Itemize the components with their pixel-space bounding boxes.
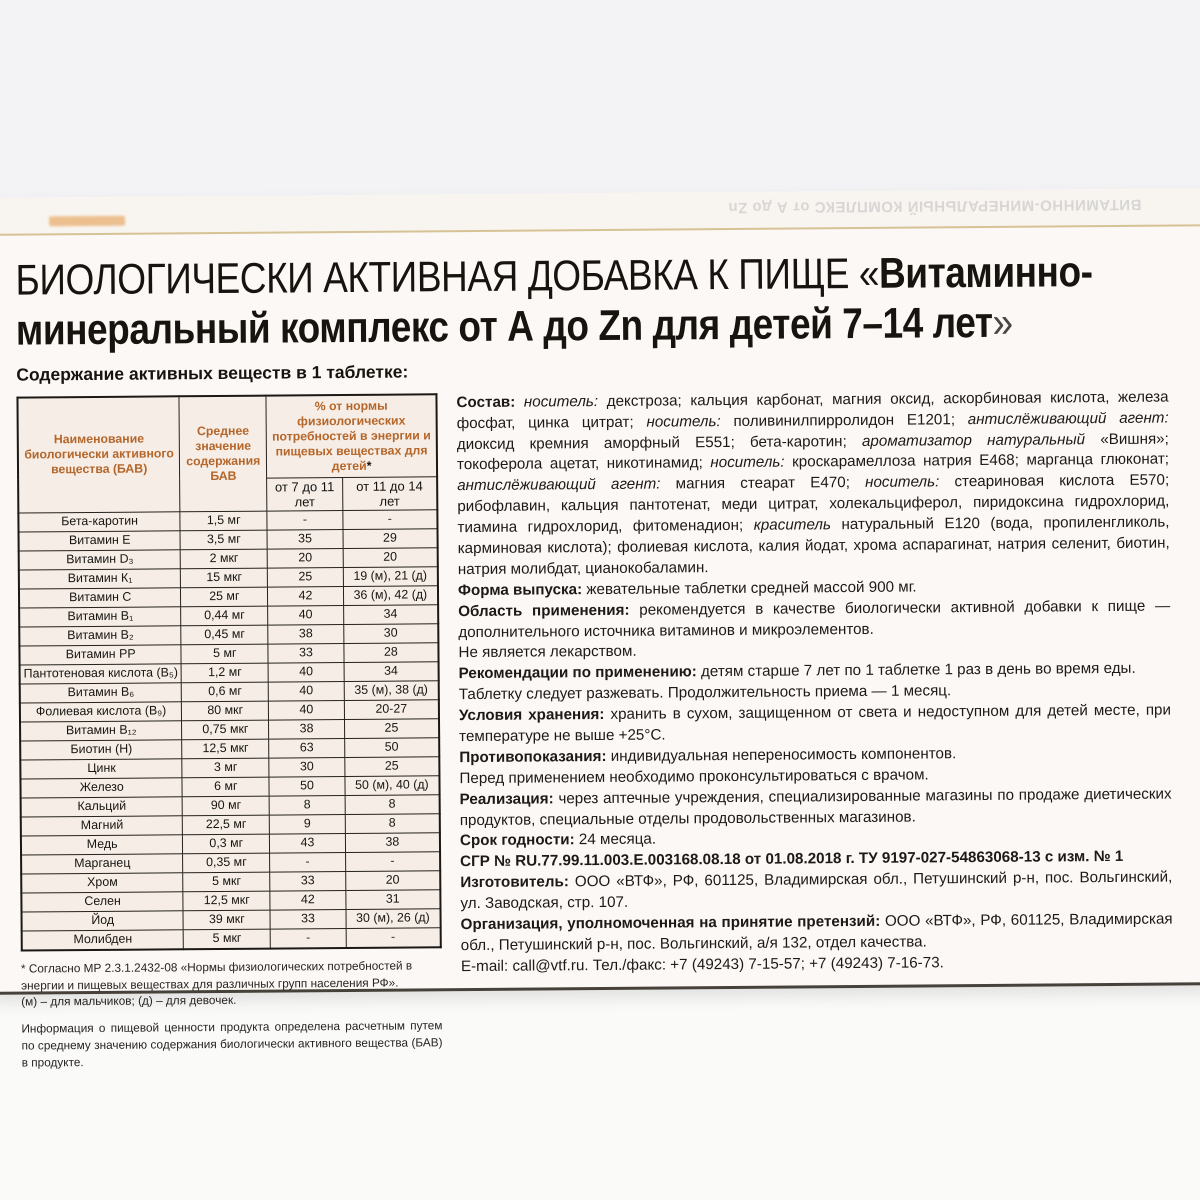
pct-age-7-11: 38 bbox=[268, 624, 344, 644]
left-column bbox=[16, 393, 442, 1071]
title-prefix: БИОЛОГИЧЕСКИ АКТИВНАЯ ДОБАВКА К ПИЩЕ « bbox=[15, 249, 880, 305]
info-text-segment: Таблетку следует разжевать. Продолжительность приема — 1 месяц. bbox=[458, 682, 952, 704]
info-text-segment: рекомендуется в качестве биологически активной добавки к пище — дополнительного источника витаминов и микроэлементов. bbox=[458, 597, 1171, 641]
header-asterisk: * bbox=[366, 458, 372, 473]
substance-name: Йод bbox=[21, 911, 183, 931]
info-paragraph bbox=[460, 868, 1172, 915]
info-paragraph bbox=[459, 701, 1171, 748]
product-box bbox=[0, 188, 1200, 1070]
substance-name: Железо bbox=[20, 778, 182, 798]
info-text-segment: СГР № RU.77.99.11.003.Е.003168.08.18 от 01.08.2018 г. ТУ 9197-027-54863068-13 с изм. № 1 bbox=[460, 848, 1124, 871]
avg-content-value: 0,44 мг bbox=[181, 606, 268, 626]
avg-content-value: 12,5 мкг bbox=[183, 891, 270, 911]
title-close-quote: » bbox=[992, 298, 1013, 347]
info-text-segment: носитель: bbox=[710, 453, 785, 472]
footnote: (м) – для мальчиков; (д) – для девочек. bbox=[21, 993, 237, 1009]
substance-name: Магний bbox=[21, 816, 183, 836]
pct-age-7-11: - bbox=[267, 510, 343, 530]
avg-content-value: 5 мкг bbox=[183, 872, 270, 892]
pct-age-7-11: 42 bbox=[268, 586, 344, 606]
substance-name: Витамин В₁₂ bbox=[20, 721, 182, 741]
product-title bbox=[15, 248, 1165, 357]
substance-name: Селен bbox=[21, 892, 183, 912]
avg-content-value: 25 мг bbox=[181, 587, 268, 607]
avg-content-value: 0,3 мг bbox=[183, 834, 270, 854]
avg-content-value: 1,5 мг bbox=[180, 511, 267, 531]
pct-age-7-11: - bbox=[270, 928, 346, 948]
avg-content-value: 0,35 мг bbox=[183, 853, 270, 873]
pct-age-11-14: 25 bbox=[344, 757, 439, 777]
info-text-segment: детям старше 7 лет по 1 таблетке 1 раз в день во время еды. bbox=[700, 660, 1136, 681]
footnotes bbox=[21, 957, 443, 1071]
pct-age-11-14: 30 bbox=[343, 624, 438, 644]
avg-content-value: 0,6 мг bbox=[182, 682, 269, 702]
pct-age-11-14: - bbox=[346, 928, 441, 948]
substance-name: Витамин РР bbox=[19, 645, 181, 665]
info-text-segment: Область применения: bbox=[458, 601, 640, 620]
substance-name: Витамин D₃ bbox=[19, 550, 181, 570]
info-text-segment: стеариновая кислота Е570; рибофлавин, кальция пантотенат, меди цитрат, холекальциферол, пиридоксина гидрохлорид, тиамина гидрохлорид, фитоменадион; bbox=[457, 471, 1170, 537]
info-text-segment: Условия хранения: bbox=[458, 706, 611, 725]
info-text-segment: натуральный Е120 (вода, пропиленгликоль, карминовая кислота); фолиевая кислота, калия йодат, хрома аспарагинат, натрия селенит, биотин, натрия молибдат, цианокобаламин. bbox=[457, 513, 1170, 578]
footnote: * Согласно МР 2.3.1.2432-08 «Нормы физиологических потребностей в энергии и пищевых веществах для различных групп населения РФ». bbox=[20, 958, 413, 993]
info-text-segment: Состав: bbox=[456, 393, 524, 411]
avg-content-value: 3 мг bbox=[182, 758, 269, 778]
pct-age-7-11: 30 bbox=[269, 757, 345, 777]
pct-age-7-11: 63 bbox=[269, 738, 345, 758]
pct-age-11-14: 34 bbox=[343, 605, 438, 625]
avg-content-value: 5 мкг bbox=[183, 929, 270, 949]
header-pct-norm bbox=[266, 394, 437, 478]
pct-age-11-14: 8 bbox=[345, 795, 440, 815]
info-paragraphs bbox=[456, 387, 1173, 1067]
info-text-segment: поливинилпирролидон Е1201; bbox=[720, 410, 968, 430]
substance-name: Биотин (Н) bbox=[20, 740, 182, 760]
substance-name: Витамин В₆ bbox=[20, 683, 182, 703]
substance-name: Хром bbox=[21, 873, 183, 893]
pct-age-11-14: 25 bbox=[344, 719, 439, 739]
info-text-segment: носитель: bbox=[646, 412, 721, 431]
info-paragraph bbox=[458, 596, 1170, 643]
info-text-segment: Рекомендации по применению: bbox=[458, 663, 702, 683]
info-text-segment: ООО «ВТФ», РФ, 601125, Владимирская обл., Петушинский р-н, пос. Вольгинский, а/я 132, отдел качества. bbox=[460, 910, 1173, 955]
pct-age-7-11: 40 bbox=[269, 700, 345, 720]
info-text-segment: Форма выпуска: bbox=[457, 580, 587, 599]
info-text-segment: декстроза; кальция карбонат, магния оксид, аскорбиновая кислота, железа фосфат, цинка цитрат; bbox=[456, 388, 1169, 432]
avg-content-value: 12,5 мкг bbox=[182, 739, 269, 759]
avg-content-value: 2 мкг bbox=[181, 549, 268, 569]
pct-age-11-14: 34 bbox=[344, 662, 439, 682]
info-text-segment: Организация, уполномоченная на принятие претензий: bbox=[460, 912, 886, 934]
info-text-segment: Изготовитель: bbox=[460, 873, 575, 892]
info-text-segment: Не является лекарством. bbox=[458, 643, 637, 662]
pct-age-7-11: 20 bbox=[267, 548, 343, 568]
substance-name: Марганец bbox=[21, 854, 183, 874]
header-substance: Наименование биологически активного вещества (БАВ) bbox=[17, 396, 180, 513]
info-text-segment: Реализация: bbox=[459, 790, 559, 808]
info-paragraph bbox=[460, 784, 1172, 831]
pct-age-11-14: 35 (м), 38 (д) bbox=[344, 681, 439, 701]
pct-age-7-11: 9 bbox=[269, 814, 345, 834]
avg-content-value: 0,75 мкг bbox=[182, 720, 269, 740]
pct-age-11-14: - bbox=[343, 510, 438, 530]
pct-age-11-14: 36 (м), 42 (д) bbox=[343, 586, 438, 606]
pct-age-7-11: 40 bbox=[268, 662, 344, 682]
header-avg-content: Среднее значение содержания БАВ bbox=[179, 395, 267, 511]
info-text-segment: жевательные таблетки средней массой 900 мг. bbox=[586, 578, 917, 598]
avg-content-value: 15 мкг bbox=[181, 568, 268, 588]
pct-age-7-11: 35 bbox=[267, 529, 343, 549]
pct-age-11-14: 50 (м), 40 (д) bbox=[345, 776, 440, 796]
table-caption: Содержание активных веществ в 1 таблетке: bbox=[16, 361, 409, 385]
pct-age-11-14: 8 bbox=[345, 814, 440, 834]
nutrients-table-head bbox=[17, 394, 437, 513]
info-paragraph bbox=[461, 951, 1173, 977]
pct-age-11-14: 20 bbox=[343, 548, 438, 568]
avg-content-value: 3,5 мг bbox=[180, 530, 267, 550]
pct-age-7-11: 40 bbox=[268, 605, 344, 625]
substance-name: Фолиевая кислота (В₉) bbox=[20, 702, 182, 722]
substance-name: Витамин С bbox=[19, 588, 181, 608]
pct-age-7-11: 50 bbox=[269, 776, 345, 796]
pct-age-11-14: 29 bbox=[343, 529, 438, 549]
info-paragraph bbox=[456, 387, 1169, 581]
info-text-segment: ароматизатор натуральный bbox=[861, 430, 1086, 450]
info-text-segment: ООО «ВТФ», РФ, 601125, Владимирская обл., Петушинский р-н, пос. Вольгинский, ул. Заводская, стр. 107. bbox=[460, 868, 1173, 913]
substance-name: Витамин В₂ bbox=[19, 626, 181, 646]
table-row bbox=[22, 928, 441, 951]
info-text-segment: краситель bbox=[753, 516, 831, 534]
avg-content-value: 5 мг bbox=[181, 644, 268, 664]
pct-age-11-14: 31 bbox=[346, 890, 441, 910]
avg-content-value: 0,45 мг bbox=[181, 625, 268, 645]
info-text-segment: Срок годности: bbox=[459, 831, 579, 850]
avg-content-value: 22,5 мг bbox=[183, 815, 270, 835]
substance-name: Бета-каротин bbox=[18, 512, 180, 532]
title-bold-part1: Витаминно- bbox=[878, 248, 1093, 298]
pct-age-7-11: 42 bbox=[270, 890, 346, 910]
pct-age-7-11: 38 bbox=[269, 719, 345, 739]
substance-name: Цинк bbox=[20, 759, 182, 779]
header-pct-norm-text: % от нормы физиологических потребностей в энергии и пищевых веществах для детей bbox=[272, 398, 431, 473]
footnote: Информация о пищевой ценности продукта определена расчетным путем по среднему значению содержания биологически активного вещества (БАВ) в продукте. bbox=[21, 1018, 443, 1070]
substance-name: Витамин Е bbox=[19, 531, 181, 551]
info-text-segment: диоксид кремния аморфный Е551; бета-каротин; bbox=[456, 432, 863, 453]
nutrients-table-body bbox=[18, 510, 440, 951]
substance-name: Витамин В₁ bbox=[19, 607, 181, 627]
pct-age-11-14: 28 bbox=[344, 643, 439, 663]
avg-content-value: 39 мкг bbox=[183, 910, 270, 930]
info-text-segment: кроскарамеллоза натрия Е468; марганца глюконат; bbox=[784, 450, 1170, 471]
pct-age-7-11: 33 bbox=[270, 871, 346, 891]
pct-age-11-14: 50 bbox=[344, 738, 439, 758]
pct-age-7-11: - bbox=[270, 852, 346, 872]
pct-age-7-11: 43 bbox=[270, 833, 346, 853]
pct-age-7-11: 33 bbox=[268, 643, 344, 663]
pct-age-7-11: 33 bbox=[270, 909, 346, 929]
info-text-segment: носитель: bbox=[523, 392, 599, 411]
info-text-segment: через аптечные учреждения, специализированные магазины по продаже диетических продуктов, специальные отделы продовольственных магазинов. bbox=[459, 785, 1172, 829]
avg-content-value: 80 мкг bbox=[182, 701, 269, 721]
pct-age-11-14: 20-27 bbox=[344, 700, 439, 720]
title-bold-part2: минеральный комплекс от А до Zn для детей 7–14 лет bbox=[15, 298, 993, 355]
pct-age-11-14: 30 (м), 26 (д) bbox=[346, 909, 441, 929]
substance-name: Витамин К₁ bbox=[19, 569, 181, 589]
flap-logo-smudge bbox=[49, 216, 125, 227]
pct-age-11-14: 38 bbox=[345, 833, 440, 853]
pct-age-7-11: 25 bbox=[268, 567, 344, 587]
box-back-face bbox=[0, 226, 1200, 1071]
pct-age-11-14: 19 (м), 21 (д) bbox=[343, 567, 438, 587]
header-age-11-14: от 11 до 14 лет bbox=[342, 477, 437, 511]
info-text-segment: магния стеарат Е470; bbox=[660, 474, 866, 493]
avg-content-value: 90 мг bbox=[182, 796, 269, 816]
info-text-segment: «Вишня»; токоферола ацетат, никотинамид; bbox=[456, 430, 1169, 474]
pct-age-11-14: 20 bbox=[345, 871, 440, 891]
substance-name: Медь bbox=[21, 835, 183, 855]
info-text-segment: антислёживающий агент: bbox=[967, 409, 1169, 428]
info-text-segment: Противопоказания: bbox=[459, 747, 611, 767]
avg-content-value: 1,2 мг bbox=[181, 663, 268, 683]
info-text-segment: 24 месяца. bbox=[578, 831, 657, 849]
substance-name: Пантотеновая кислота (В₅) bbox=[20, 664, 182, 684]
flap-mirrored-title: ВИТАМИННО-МИНЕРАЛЬНЫЙ КОМПЛЕКС от А до Zn bbox=[727, 195, 1142, 216]
header-age-7-11: от 7 до 11 лет bbox=[267, 477, 343, 511]
pct-age-7-11: 8 bbox=[269, 795, 345, 815]
info-text-segment: антислёживающий агент: bbox=[457, 475, 661, 495]
substance-name: Кальций bbox=[21, 797, 183, 817]
info-text-segment: носитель: bbox=[864, 473, 940, 492]
info-text-segment: хранить в сухом, защищенном от света и недоступном для детей месте, при температуре не выше +25°С. bbox=[459, 701, 1172, 746]
info-text-segment: E-mail: call@vtf.ru. Тел./факс: +7 (49243) 7-15-57; +7 (49243) 7-16-73. bbox=[460, 954, 944, 975]
info-paragraph bbox=[461, 910, 1173, 957]
avg-content-value: 6 мг bbox=[182, 777, 269, 797]
content-columns bbox=[16, 387, 1173, 1071]
pct-age-11-14: - bbox=[345, 852, 440, 872]
info-text-segment: индивидуальная непереносимость компонентов. bbox=[610, 745, 957, 765]
pct-age-7-11: 40 bbox=[268, 681, 344, 701]
nutrients-table bbox=[16, 393, 441, 951]
substance-name: Молибден bbox=[22, 930, 184, 951]
info-text-segment: Перед применением необходимо проконсультироваться с врачом. bbox=[459, 766, 929, 787]
